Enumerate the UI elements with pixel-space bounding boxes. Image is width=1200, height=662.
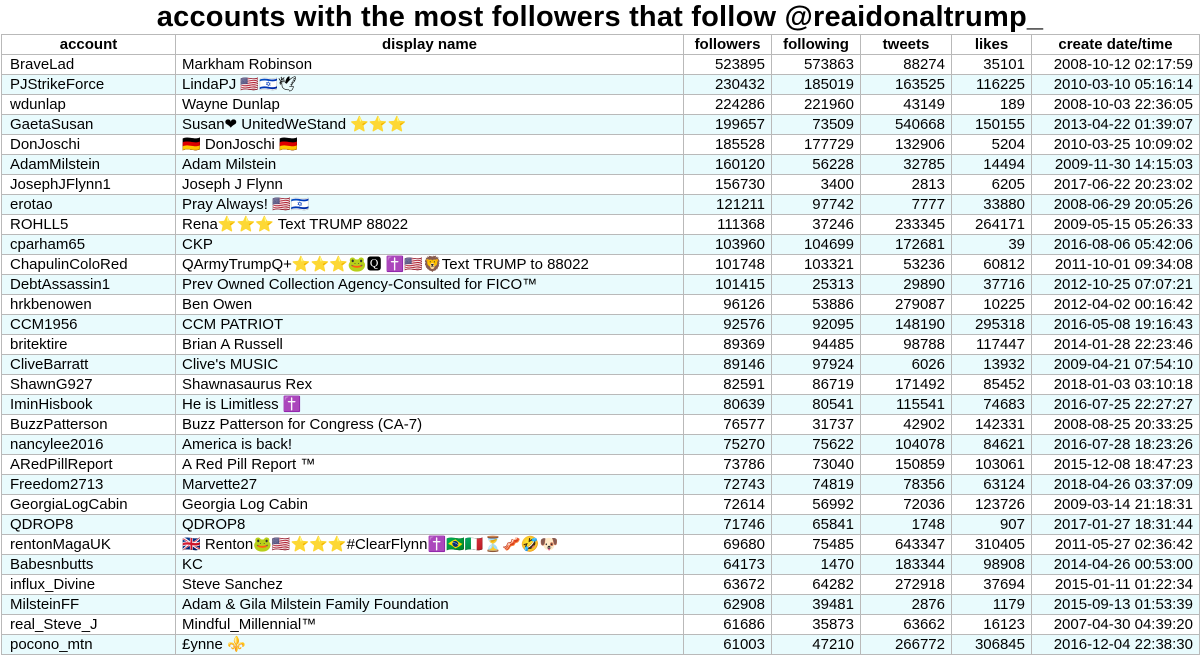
following-cell: 74819 [772, 475, 861, 495]
create-date-cell: 2016-07-28 18:23:26 [1032, 435, 1200, 455]
followers-cell: 75270 [684, 435, 772, 455]
table-row [2, 335, 1200, 355]
likes-cell: 907 [952, 515, 1032, 535]
create-date-cell: 2016-05-08 19:16:43 [1032, 315, 1200, 335]
account-cell: ChapulinColoRed [2, 255, 176, 275]
table-row [2, 435, 1200, 455]
create-date-cell: 2008-10-12 02:17:59 [1032, 55, 1200, 75]
display-name-cell: Prev Owned Collection Agency-Consulted for FICO™ [176, 275, 684, 295]
likes-cell: 98908 [952, 555, 1032, 575]
followers-cell: 101415 [684, 275, 772, 295]
followers-cell: 121211 [684, 195, 772, 215]
create-date-cell: 2009-11-30 14:15:03 [1032, 155, 1200, 175]
display-name-cell: QArmyTrumpQ+⭐⭐⭐🐸🆀 ✝️🇺🇸🦁Text TRUMP to 88022 [176, 255, 684, 275]
table-row [2, 595, 1200, 615]
create-date-cell: 2016-07-25 22:27:27 [1032, 395, 1200, 415]
account-cell: BuzzPatterson [2, 415, 176, 435]
likes-cell: 264171 [952, 215, 1032, 235]
likes-cell: 189 [952, 95, 1032, 115]
followers-cell: 111368 [684, 215, 772, 235]
likes-cell: 39 [952, 235, 1032, 255]
tweets-cell: 279087 [861, 295, 952, 315]
account-cell: GeorgiaLogCabin [2, 495, 176, 515]
display-name-cell: Adam & Gila Milstein Family Foundation [176, 595, 684, 615]
likes-cell: 310405 [952, 535, 1032, 555]
likes-cell: 142331 [952, 415, 1032, 435]
followers-cell: 89369 [684, 335, 772, 355]
account-cell: PJStrikeForce [2, 75, 176, 95]
tweets-cell: 1748 [861, 515, 952, 535]
followers-cell: 185528 [684, 135, 772, 155]
likes-cell: 117447 [952, 335, 1032, 355]
followers-cell: 156730 [684, 175, 772, 195]
display-name-cell: Joseph J Flynn [176, 175, 684, 195]
account-cell: real_Steve_J [2, 615, 176, 635]
create-date-cell: 2009-03-14 21:18:31 [1032, 495, 1200, 515]
table-row [2, 455, 1200, 475]
display-name-cell: 🇩🇪 DonJoschi 🇩🇪 [176, 135, 684, 155]
header-row [2, 35, 1200, 55]
tweets-cell: 32785 [861, 155, 952, 175]
tweets-cell: 183344 [861, 555, 952, 575]
account-cell: ShawnG927 [2, 375, 176, 395]
table-row [2, 155, 1200, 175]
tweets-cell: 163525 [861, 75, 952, 95]
display-name-cell: Clive's MUSIC [176, 355, 684, 375]
tweets-cell: 266772 [861, 635, 952, 655]
tweets-cell: 29890 [861, 275, 952, 295]
following-cell: 92095 [772, 315, 861, 335]
column-header-account: account [2, 35, 176, 55]
table-row [2, 495, 1200, 515]
following-cell: 97924 [772, 355, 861, 375]
account-cell: GaetaSusan [2, 115, 176, 135]
display-name-cell: 🇬🇧 Renton🐸🇺🇸⭐⭐⭐#ClearFlynn✝️🇧🇷🇮🇹⏳🥓🤣🐶 [176, 535, 684, 555]
likes-cell: 10225 [952, 295, 1032, 315]
table-row [2, 195, 1200, 215]
tweets-cell: 171492 [861, 375, 952, 395]
create-date-cell: 2010-03-25 10:09:02 [1032, 135, 1200, 155]
likes-cell: 63124 [952, 475, 1032, 495]
display-name-cell: Adam Milstein [176, 155, 684, 175]
tweets-cell: 643347 [861, 535, 952, 555]
table-row [2, 415, 1200, 435]
create-date-cell: 2015-12-08 18:47:23 [1032, 455, 1200, 475]
create-date-cell: 2011-10-01 09:34:08 [1032, 255, 1200, 275]
display-name-cell: Wayne Dunlap [176, 95, 684, 115]
followers-cell: 101748 [684, 255, 772, 275]
tweets-cell: 98788 [861, 335, 952, 355]
table-row [2, 515, 1200, 535]
following-cell: 37246 [772, 215, 861, 235]
account-cell: hrkbenowen [2, 295, 176, 315]
create-date-cell: 2008-10-03 22:36:05 [1032, 95, 1200, 115]
followers-cell: 73786 [684, 455, 772, 475]
tweets-cell: 233345 [861, 215, 952, 235]
create-date-cell: 2018-01-03 03:10:18 [1032, 375, 1200, 395]
column-header-followers: followers [684, 35, 772, 55]
followers-cell: 72614 [684, 495, 772, 515]
following-cell: 53886 [772, 295, 861, 315]
account-cell: cparham65 [2, 235, 176, 255]
tweets-cell: 2876 [861, 595, 952, 615]
followers-cell: 96126 [684, 295, 772, 315]
following-cell: 1470 [772, 555, 861, 575]
following-cell: 97742 [772, 195, 861, 215]
tweets-cell: 150859 [861, 455, 952, 475]
likes-cell: 116225 [952, 75, 1032, 95]
followers-cell: 62908 [684, 595, 772, 615]
likes-cell: 84621 [952, 435, 1032, 455]
account-cell: MilsteinFF [2, 595, 176, 615]
create-date-cell: 2012-10-25 07:07:21 [1032, 275, 1200, 295]
account-cell: influx_Divine [2, 575, 176, 595]
account-cell: IminHisbook [2, 395, 176, 415]
display-name-cell: Markham Robinson [176, 55, 684, 75]
column-header-tweets: tweets [861, 35, 952, 55]
followers-cell: 103960 [684, 235, 772, 255]
table-row [2, 635, 1200, 655]
following-cell: 80541 [772, 395, 861, 415]
following-cell: 56228 [772, 155, 861, 175]
display-name-cell: QDROP8 [176, 515, 684, 535]
following-cell: 64282 [772, 575, 861, 595]
create-date-cell: 2015-01-11 01:22:34 [1032, 575, 1200, 595]
account-cell: ROHLL5 [2, 215, 176, 235]
tweets-cell: 272918 [861, 575, 952, 595]
create-date-cell: 2008-08-25 20:33:25 [1032, 415, 1200, 435]
display-name-cell: He is Limitless ✝️ [176, 395, 684, 415]
tweets-cell: 42902 [861, 415, 952, 435]
followers-cell: 64173 [684, 555, 772, 575]
likes-cell: 37694 [952, 575, 1032, 595]
followers-table [1, 34, 1200, 655]
tweets-cell: 148190 [861, 315, 952, 335]
account-cell: JosephJFlynn1 [2, 175, 176, 195]
display-name-cell: Georgia Log Cabin [176, 495, 684, 515]
tweets-cell: 7777 [861, 195, 952, 215]
tweets-cell: 43149 [861, 95, 952, 115]
table-row [2, 535, 1200, 555]
following-cell: 73040 [772, 455, 861, 475]
table-row [2, 255, 1200, 275]
following-cell: 185019 [772, 75, 861, 95]
followers-cell: 89146 [684, 355, 772, 375]
display-name-cell: CKP [176, 235, 684, 255]
account-cell: erotao [2, 195, 176, 215]
column-header-display-name: display name [176, 35, 684, 55]
column-header-following: following [772, 35, 861, 55]
followers-cell: 76577 [684, 415, 772, 435]
table-row [2, 395, 1200, 415]
following-cell: 25313 [772, 275, 861, 295]
create-date-cell: 2007-04-30 04:39:20 [1032, 615, 1200, 635]
create-date-cell: 2009-04-21 07:54:10 [1032, 355, 1200, 375]
account-cell: ARedPillReport [2, 455, 176, 475]
following-cell: 47210 [772, 635, 861, 655]
account-cell: britektire [2, 335, 176, 355]
create-date-cell: 2014-01-28 22:23:46 [1032, 335, 1200, 355]
table-row [2, 375, 1200, 395]
likes-cell: 6205 [952, 175, 1032, 195]
followers-cell: 199657 [684, 115, 772, 135]
likes-cell: 13932 [952, 355, 1032, 375]
table-row [2, 555, 1200, 575]
account-cell: rentonMagaUK [2, 535, 176, 555]
table-row [2, 615, 1200, 635]
account-cell: wdunlap [2, 95, 176, 115]
create-date-cell: 2018-04-26 03:37:09 [1032, 475, 1200, 495]
likes-cell: 37716 [952, 275, 1032, 295]
create-date-cell: 2014-04-26 00:53:00 [1032, 555, 1200, 575]
followers-cell: 63672 [684, 575, 772, 595]
account-cell: Freedom2713 [2, 475, 176, 495]
table-row [2, 95, 1200, 115]
following-cell: 39481 [772, 595, 861, 615]
tweets-cell: 132906 [861, 135, 952, 155]
display-name-cell: America is back! [176, 435, 684, 455]
display-name-cell: Pray Always! 🇺🇸🇮🇱 [176, 195, 684, 215]
table-row [2, 315, 1200, 335]
likes-cell: 33880 [952, 195, 1032, 215]
account-cell: CliveBarratt [2, 355, 176, 375]
tweets-cell: 172681 [861, 235, 952, 255]
followers-cell: 71746 [684, 515, 772, 535]
display-name-cell: Buzz Patterson for Congress (CA-7) [176, 415, 684, 435]
tweets-cell: 540668 [861, 115, 952, 135]
create-date-cell: 2017-06-22 20:23:02 [1032, 175, 1200, 195]
display-name-cell: CCM PATRIOT [176, 315, 684, 335]
followers-cell: 61686 [684, 615, 772, 635]
followers-cell: 160120 [684, 155, 772, 175]
page-title: accounts with the most followers that follow @reaidonaltrump_ [156, 1, 1044, 33]
likes-cell: 150155 [952, 115, 1032, 135]
likes-cell: 306845 [952, 635, 1032, 655]
display-name-cell: Marvette27 [176, 475, 684, 495]
tweets-cell: 78356 [861, 475, 952, 495]
followers-cell: 92576 [684, 315, 772, 335]
create-date-cell: 2010-03-10 05:16:14 [1032, 75, 1200, 95]
display-name-cell: Brian A Russell [176, 335, 684, 355]
table-row [2, 55, 1200, 75]
display-name-cell: Ben Owen [176, 295, 684, 315]
table-row [2, 295, 1200, 315]
account-cell: AdamMilstein [2, 155, 176, 175]
create-date-cell: 2012-04-02 00:16:42 [1032, 295, 1200, 315]
likes-cell: 85452 [952, 375, 1032, 395]
following-cell: 3400 [772, 175, 861, 195]
tweets-cell: 2813 [861, 175, 952, 195]
following-cell: 75622 [772, 435, 861, 455]
tweets-cell: 88274 [861, 55, 952, 75]
tweets-cell: 6026 [861, 355, 952, 375]
display-name-cell: A Red Pill Report ™ [176, 455, 684, 475]
following-cell: 221960 [772, 95, 861, 115]
account-cell: BraveLad [2, 55, 176, 75]
account-cell: Babesnbutts [2, 555, 176, 575]
create-date-cell: 2015-09-13 01:53:39 [1032, 595, 1200, 615]
table-row [2, 135, 1200, 155]
following-cell: 73509 [772, 115, 861, 135]
table-row [2, 175, 1200, 195]
create-date-cell: 2008-06-29 20:05:26 [1032, 195, 1200, 215]
likes-cell: 14494 [952, 155, 1032, 175]
following-cell: 75485 [772, 535, 861, 555]
likes-cell: 74683 [952, 395, 1032, 415]
likes-cell: 5204 [952, 135, 1032, 155]
likes-cell: 35101 [952, 55, 1032, 75]
account-cell: pocono_mtn [2, 635, 176, 655]
likes-cell: 60812 [952, 255, 1032, 275]
table-row [2, 75, 1200, 95]
account-cell: DonJoschi [2, 135, 176, 155]
table-row [2, 475, 1200, 495]
following-cell: 31737 [772, 415, 861, 435]
display-name-cell: Shawnasaurus Rex [176, 375, 684, 395]
table-row [2, 575, 1200, 595]
following-cell: 177729 [772, 135, 861, 155]
following-cell: 94485 [772, 335, 861, 355]
display-name-cell: Mindful_Millennial™ [176, 615, 684, 635]
account-cell: CCM1956 [2, 315, 176, 335]
followers-cell: 82591 [684, 375, 772, 395]
display-name-cell: LindaPJ 🇺🇸🇮🇱🕊 [176, 75, 684, 95]
followers-cell: 72743 [684, 475, 772, 495]
display-name-cell: £ynne ⚜️ [176, 635, 684, 655]
display-name-cell: Steve Sanchez [176, 575, 684, 595]
following-cell: 65841 [772, 515, 861, 535]
likes-cell: 103061 [952, 455, 1032, 475]
account-cell: DebtAssassin1 [2, 275, 176, 295]
table-row [2, 235, 1200, 255]
followers-cell: 61003 [684, 635, 772, 655]
display-name-cell: Susan❤ UnitedWeStand ⭐⭐⭐ [176, 115, 684, 135]
followers-cell: 523895 [684, 55, 772, 75]
followers-cell: 230432 [684, 75, 772, 95]
create-date-cell: 2009-05-15 05:26:33 [1032, 215, 1200, 235]
table-row [2, 355, 1200, 375]
following-cell: 35873 [772, 615, 861, 635]
tweets-cell: 104078 [861, 435, 952, 455]
table-row [2, 275, 1200, 295]
following-cell: 86719 [772, 375, 861, 395]
create-date-cell: 2013-04-22 01:39:07 [1032, 115, 1200, 135]
account-cell: QDROP8 [2, 515, 176, 535]
tweets-cell: 63662 [861, 615, 952, 635]
create-date-cell: 2016-12-04 22:38:30 [1032, 635, 1200, 655]
create-date-cell: 2011-05-27 02:36:42 [1032, 535, 1200, 555]
likes-cell: 295318 [952, 315, 1032, 335]
likes-cell: 1179 [952, 595, 1032, 615]
table-row [2, 115, 1200, 135]
followers-cell: 224286 [684, 95, 772, 115]
following-cell: 104699 [772, 235, 861, 255]
tweets-cell: 115541 [861, 395, 952, 415]
column-header-likes: likes [952, 35, 1032, 55]
likes-cell: 123726 [952, 495, 1032, 515]
create-date-cell: 2016-08-06 05:42:06 [1032, 235, 1200, 255]
create-date-cell: 2017-01-27 18:31:44 [1032, 515, 1200, 535]
following-cell: 56992 [772, 495, 861, 515]
followers-cell: 80639 [684, 395, 772, 415]
following-cell: 103321 [772, 255, 861, 275]
display-name-cell: Rena⭐⭐⭐ Text TRUMP 88022 [176, 215, 684, 235]
account-cell: nancylee2016 [2, 435, 176, 455]
followers-cell: 69680 [684, 535, 772, 555]
following-cell: 573863 [772, 55, 861, 75]
likes-cell: 16123 [952, 615, 1032, 635]
table-row [2, 215, 1200, 235]
display-name-cell: KC [176, 555, 684, 575]
tweets-cell: 72036 [861, 495, 952, 515]
column-header-create-date: create date/time [1032, 35, 1200, 55]
tweets-cell: 53236 [861, 255, 952, 275]
